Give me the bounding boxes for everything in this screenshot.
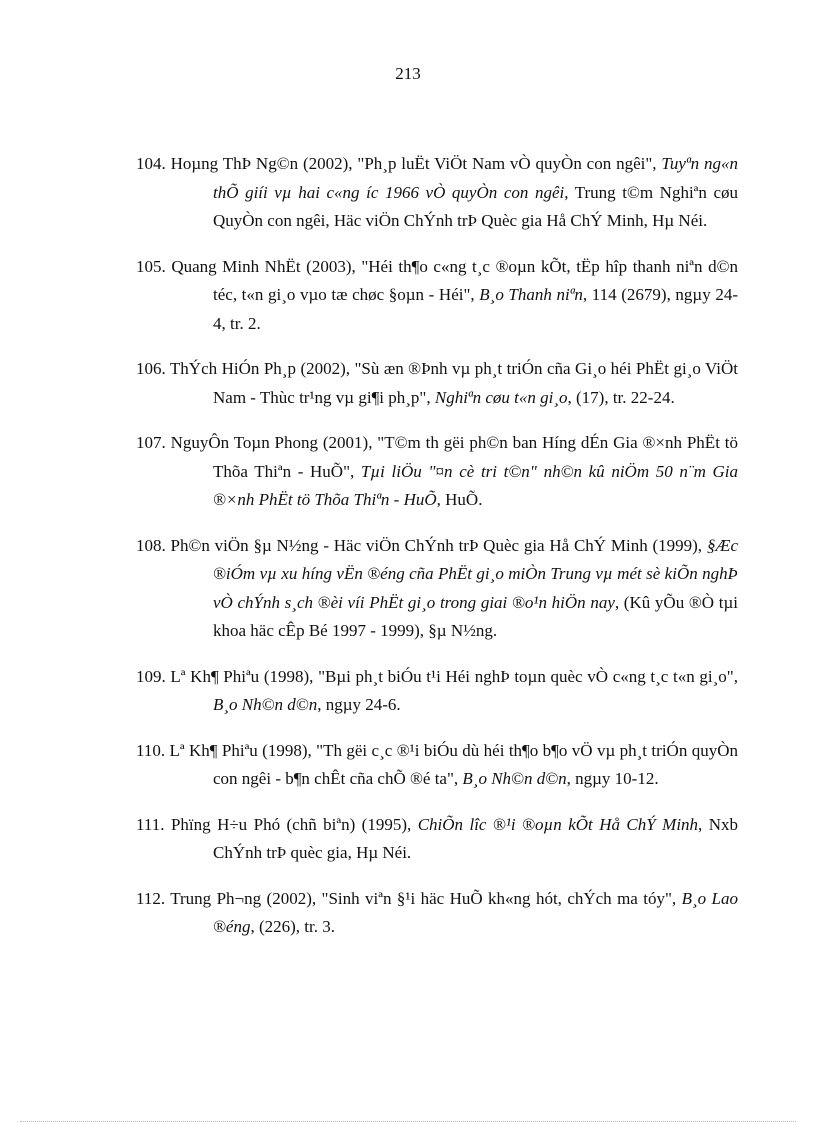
page-bottom-divider (20, 1121, 796, 1122)
reference-text: Phïng H÷u Phó (chñ biªn) (1995), (170, 814, 418, 834)
reference-item (136, 811, 738, 868)
reference-source-title: Nghiªn cøu t«n gi¸o (434, 387, 568, 407)
reference-text: Trung Ph¬ng (2002), "Sinh viªn §¹i häc HuÕ kh«ng hót, chÝch ma tóy", (170, 888, 682, 908)
reference-details: , (226), tr. 3. (250, 917, 335, 936)
reference-source-title: Tuyªn ng«n thÕ giíi vµ hai c«ng íc 1966 vÒ quyÒn con ngêi (213, 154, 738, 202)
reference-details: , Trung t©m Nghiªn cøu QuyÒn con ngêi, Häc viÖn ChÝnh trÞ Quèc gia Hå ChÝ Minh, Hµ Néi. (213, 182, 738, 230)
reference-details: , HuÕ. (436, 490, 483, 509)
reference-number: 110. (136, 740, 166, 760)
reference-source-title: B¸o Nh©n d©n (213, 695, 318, 714)
reference-text: Lª Kh¶ Phiªu (1998), "Bµi ph¸t biÓu t¹i Héi nghÞ toµn quèc vÒ c«ng t¸c t«n gi¸o", (170, 666, 738, 686)
reference-item (136, 532, 738, 646)
reference-number: 108. (136, 535, 166, 555)
reference-details: , 114 (2679), ngµy 24-4, tr. 2. (213, 285, 738, 333)
reference-number: 104. (136, 154, 166, 173)
reference-number: 112. (136, 888, 166, 908)
reference-source-title: B¸o Lao ®éng (213, 888, 738, 936)
reference-text: Ph©n viÖn §µ N½ng - Häc viÖn ChÝnh trÞ Quèc gia Hå ChÝ Minh (1999), (170, 535, 707, 555)
reference-item (136, 150, 738, 236)
reference-source-title: B¸o Thanh niªn (479, 285, 583, 304)
reference-source-title: Tµi liÖu "¤n cè tri t©n" nh©n kû niÖm 50 n¨m Gia ®×nh PhËt tö Thõa Thiªn - HuÕ (213, 461, 738, 509)
reference-details: , ngµy 24-6. (317, 695, 401, 714)
reference-number: 111. (136, 814, 165, 834)
reference-number: 105. (136, 256, 166, 276)
reference-details: , Nxb ChÝnh trÞ quèc gia, Hµ Néi. (213, 814, 739, 862)
reference-item (136, 885, 738, 942)
reference-item (136, 737, 738, 794)
reference-source-title: ChiÕn lîc ®¹i ®oµn kÕt Hå ChÝ Minh (417, 814, 699, 834)
reference-text: Hoµng ThÞ Ng©n (2002), "Ph¸p luËt ViÖt Nam vÒ quyÒn con ngêi", (170, 154, 662, 173)
reference-source-title: B¸o Nh©n d©n (462, 769, 567, 788)
reference-details: , (17), tr. 22-24. (567, 387, 675, 407)
reference-text: Lª Kh¶ Phiªu (1998), "Th gëi c¸c ®¹i biÓu dù héi th¶o b¶o vÖ vµ ph¸t triÓn quyÒn con ngêi - b¶n chÊt cña chÕ ®é ta", (169, 740, 738, 788)
reference-item (136, 355, 738, 412)
reference-number: 109. (136, 666, 166, 686)
reference-list (136, 133, 738, 950)
reference-number: 106. (136, 359, 166, 378)
reference-text: Quang Minh NhËt (2003), "Héi th¶o c«ng t¸c ®oµn kÕt, tËp hîp thanh niªn d©n téc, t«n gi¸o vµo tæ chøc §oµn - Héi", (171, 256, 738, 304)
reference-item (136, 429, 738, 515)
reference-details: , ngµy 10-12. (566, 769, 659, 788)
reference-source-title: §Æc ®iÓm vµ xu híng vËn ®éng cña PhËt gi¸o miÒn Trung vµ mét sè kiÕn nghÞ vÒ chÝnh s¸ch ®èi víi PhËt gi¸o trong giai ®o¹n hiÖn nay (213, 535, 738, 612)
reference-item (136, 663, 738, 720)
reference-number: 107. (136, 433, 166, 452)
reference-item (136, 253, 738, 339)
reference-text: ThÝch HiÓn Ph¸p (2002), "Sù æn ®Þnh vµ ph¸t triÓn cña Gi¸o héi PhËt gi¸o ViÖt Nam - Thùc tr¹ng vµ gi¶i ph¸p", (169, 359, 738, 407)
reference-details: , (Kû yÕu ®Ò tµi khoa häc cÊp Bé 1997 - 1999), §µ N½ng. (213, 592, 738, 640)
page-number: 213 (395, 64, 421, 83)
reference-text: NguyÔn Toµn Phong (2001), "T©m th gëi ph©n ban Híng dÉn Gia ®×nh PhËt tö Thõa Thiªn - HuÕ", (170, 433, 738, 481)
